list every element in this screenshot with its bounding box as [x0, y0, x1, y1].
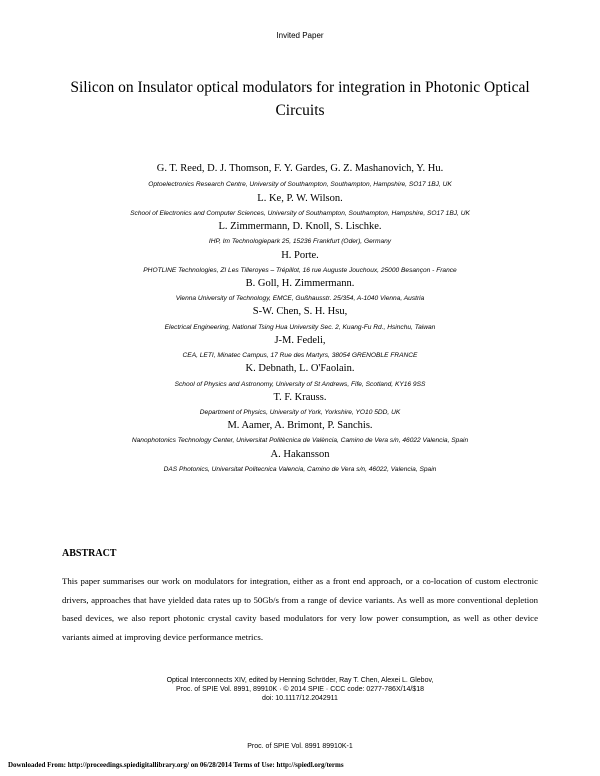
abstract-body: This paper summarises our work on modulators for integration, either as a front end approach, or a co-location of custom electronic drivers, approaches that have yielded data rates up to 50Gb/s from a range of device variants. As well as more conventional depletion based devices, we also report photonic crystal cavity based modulators for very low power consumption, as well as other device variants aimed at improving device performance metrics.: [62, 576, 538, 642]
author-line: L. Zimmermann, D. Knoll, S. Lischke.: [218, 221, 382, 232]
author-line: M. Aamer, A. Brimont, P. Sanchis.: [227, 420, 373, 431]
affiliation-line: Department of Physics, University of York, Yorkshire, YO10 5DD, UK: [199, 409, 401, 416]
invited-paper-label: Invited Paper: [276, 31, 324, 40]
affiliation-line: School of Electronics and Computer Sciences, University of Southampton, Southampton, Hampshire, SO17 1BJ, UK: [130, 210, 470, 217]
paper-title: Silicon on Insulator optical modulators for integration in Photonic Optical Circuits: [70, 79, 530, 119]
publication-info-line: Proc. of SPIE Vol. 8991, 89910K · © 2014 SPIE · CCC code: 0277-786X/14/$18: [176, 686, 424, 693]
author-line: J-M. Fedeli,: [274, 335, 326, 346]
author-line: H. Porte.: [281, 250, 319, 261]
author-line: B. Goll, H. Zimmermann.: [245, 278, 355, 289]
affiliation-line: DAS Photonics, Universitat Politecnica Valencia, Camino de Vera s/n, 46022, Valencia, Spain: [163, 466, 437, 473]
author-line: S-W. Chen, S. H. Hsu,: [252, 306, 348, 317]
affiliation-line: Nanophotonics Technology Center, Universitat Politècnica de València, Camino de Vera s/n, 46022 Valencia, Spain: [131, 437, 469, 444]
publication-info: [0, 676, 600, 703]
download-notice: Downloaded From: http://proceedings.spiedigitallibrary.org/ on 06/28/2014 Terms of Use: http://spiedl.org/terms: [8, 761, 344, 769]
affiliation-line: Optoelectronics Research Centre, University of Southampton, Southampton, Hampshire, SO17 1BJ, UK: [148, 181, 452, 188]
affiliation-line: IHP, Im Technologiepark 25, 15236 Frankfurt (Oder), Germany: [208, 238, 392, 245]
affiliation-line: School of Physics and Astronomy, University of St Andrews, Fife, Scotland, KY16 9SS: [174, 381, 426, 388]
abstract-heading: ABSTRACT: [62, 548, 117, 559]
affiliation-line: Vienna University of Technology, EMCE, Gußhausstr. 25/354, A-1040 Vienna, Austria: [175, 295, 425, 302]
author-line: L. Ke, P. W. Wilson.: [257, 193, 343, 204]
doi-line: doi: 10.1117/12.2042911: [262, 695, 338, 702]
author-line: T. F. Krauss.: [273, 392, 327, 403]
page-number: Proc. of SPIE Vol. 8991 89910K-1: [247, 743, 353, 750]
author-line: G. T. Reed, D. J. Thomson, F. Y. Gardes, G. Z. Mashanovich, Y. Hu.: [156, 163, 444, 174]
affiliation-line: PHOTLINE Technologies, ZI Les Tilleroyes – Trépillot, 16 rue Auguste Jouchoux, 25000 Besançon - France: [143, 267, 457, 274]
author-line: A. Hakansson: [270, 449, 330, 460]
publication-info-line: Optical Interconnects XIV, edited by Henning Schröder, Ray T. Chen, Alexei L. Glebov,: [166, 677, 434, 684]
affiliation-line: Electrical Engineering, National Tsing Hua University Sec. 2, Kuang-Fu Rd., Hsinchu, Taiwan: [164, 324, 436, 331]
affiliation-line: CEA, LETI, Minatec Campus, 17 Rue des Martyrs, 38054 GRENOBLE FRANCE: [182, 352, 418, 359]
author-line: K. Debnath, L. O'Faolain.: [245, 363, 355, 374]
